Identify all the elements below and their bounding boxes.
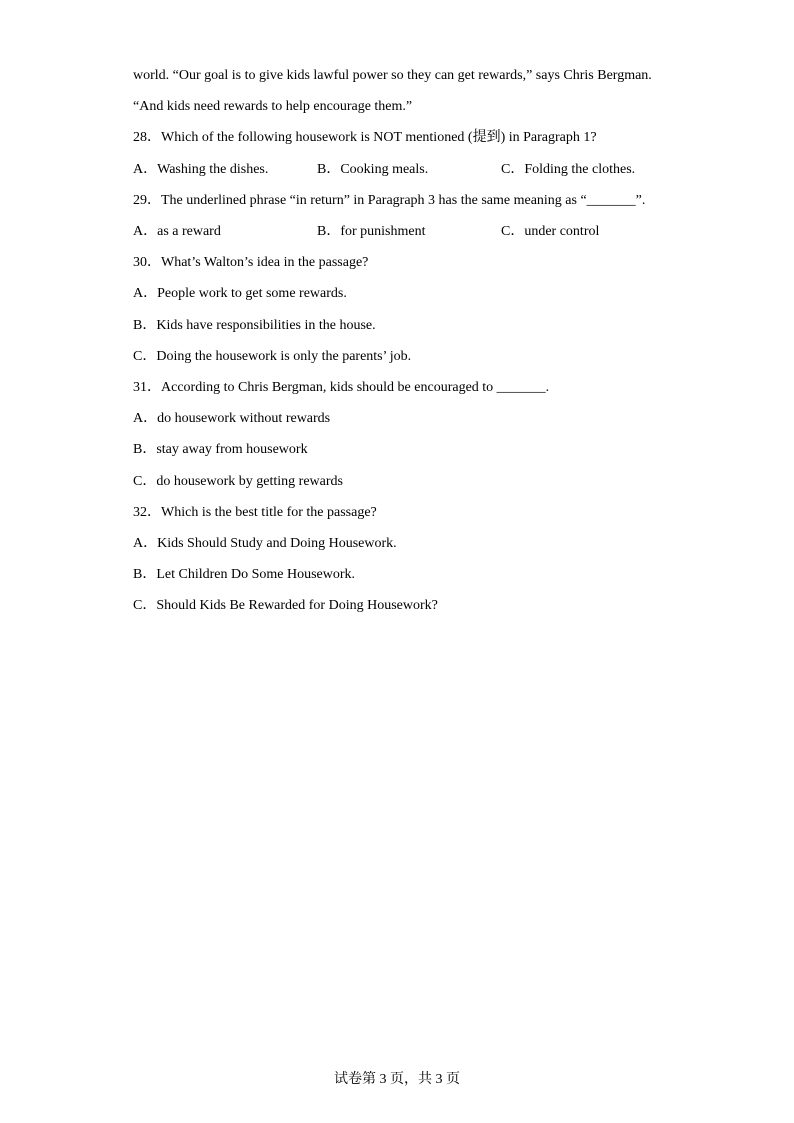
question-29-option-b: B．for punishment [317,224,426,239]
question-28-option-a: A．Washing the dishes. [133,162,269,177]
question-30-option-a: A．People work to get some rewards. [133,286,347,301]
question-32-stem: 32．Which is the best title for the passage? [133,505,377,520]
passage-line-1: world. “Our goal is to give kids lawful power so they can get rewards,” says Chris Bergman. [133,68,652,83]
question-32-option-a: A．Kids Should Study and Doing Housework. [133,536,397,551]
question-29-option-a: A．as a reward [133,224,221,239]
question-30-option-c: C．Doing the housework is only the parents’ job. [133,349,412,364]
question-32-option-c: C．Should Kids Be Rewarded for Doing Housework? [133,598,438,613]
question-28-stem: 28．Which of the following housework is NOT mentioned (提到) in Paragraph 1? [133,130,597,145]
question-28-option-c: C．Folding the clothes. [501,162,636,177]
question-29-stem: 29．The underlined phrase “in return” in Paragraph 3 has the same meaning as “_______”. [133,193,646,208]
question-28-option-b: B．Cooking meals. [317,162,429,177]
question-31-option-b: B．stay away from housework [133,442,308,457]
question-31-option-c: C．do housework by getting rewards [133,474,343,489]
question-31-option-a: A．do housework without rewards [133,411,331,426]
question-32-option-b: B．Let Children Do Some Housework. [133,567,356,582]
question-30-option-b: B．Kids have responsibilities in the house. [133,318,376,333]
question-29-option-c: C．under control [501,224,600,239]
page-footer: 试卷第 3 页，共 3 页 [334,1072,460,1087]
question-30-stem: 30．What’s Walton’s idea in the passage? [133,255,369,270]
passage-line-2: “And kids need rewards to help encourage them.” [133,99,413,114]
question-31-stem: 31．According to Chris Bergman, kids should be encouraged to _______. [133,380,550,395]
